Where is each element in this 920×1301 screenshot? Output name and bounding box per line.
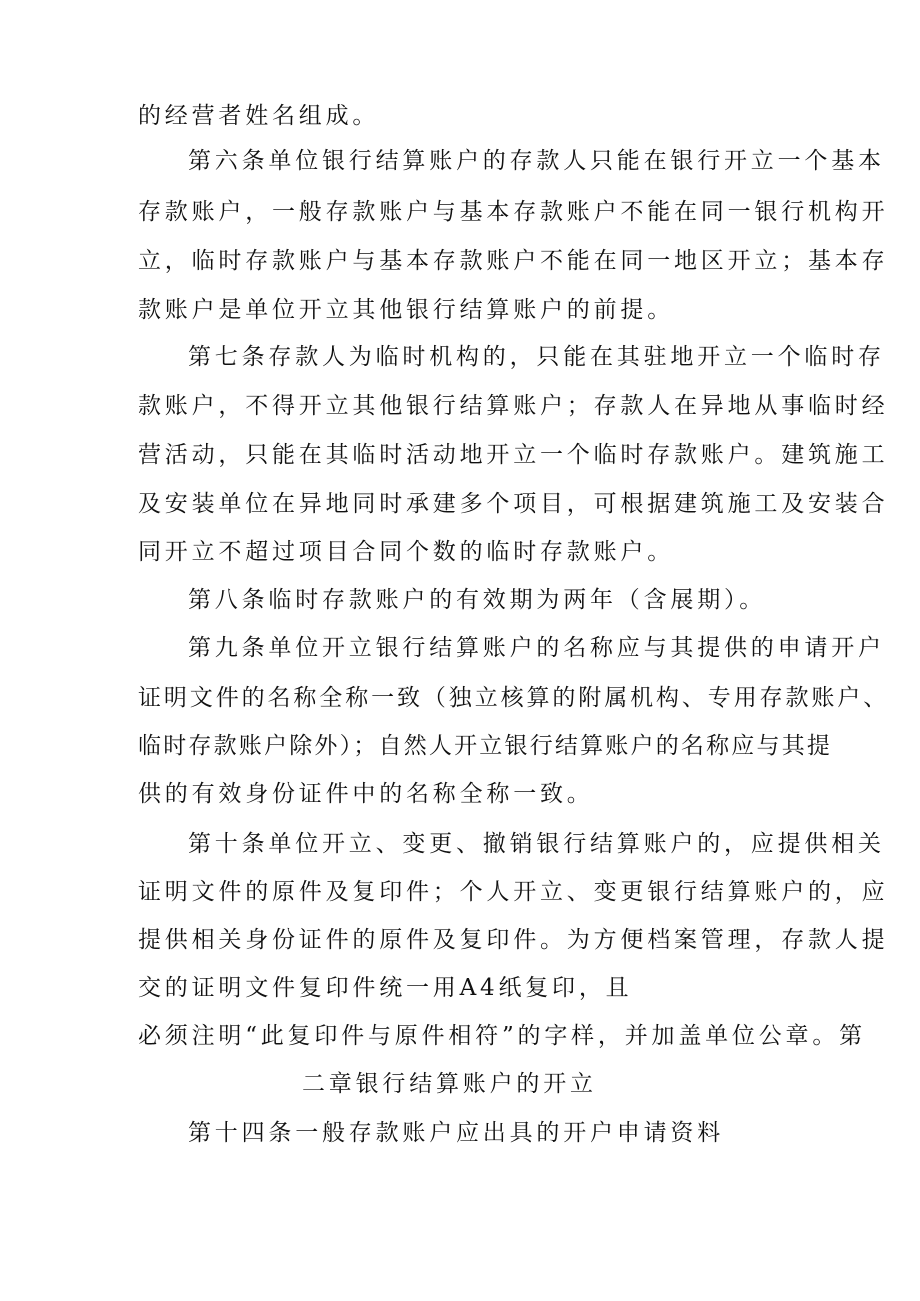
paragraph-line: 证明文件的名称全称一致（独立核算的附属机构、专用存款账户、 bbox=[138, 685, 890, 711]
paragraph-line: 供的有效身份证件中的名称全称一致。 bbox=[138, 781, 594, 807]
paragraph-line: 第九条单位开立银行结算账户的名称应与其提供的申请开户 bbox=[188, 635, 885, 661]
paragraph-line: 的经营者姓名组成。 bbox=[138, 103, 380, 129]
paragraph-line: 提供相关身份证件的原件及复印件。为方便档案管理，存款人提 bbox=[138, 927, 889, 953]
paragraph-line: 立，临时存款账户与基本存款账户不能在同一地区开立；基本存 bbox=[138, 248, 889, 274]
paragraph-line: 第十四条一般存款账户应出具的开户申请资料 bbox=[188, 1120, 724, 1146]
paragraph-line: 及安装单位在异地同时承建多个项目，可根据建筑施工及安装合 bbox=[138, 491, 889, 517]
paragraph-line: 款账户是单位开立其他银行结算账户的前提。 bbox=[138, 297, 674, 323]
paragraph-line: 第十条单位开立、变更、撤销银行结算账户的，应提供相关 bbox=[188, 831, 885, 857]
paragraph-line: 必须注明“此复印件与原件相符”的字样，并加盖单位公章。第 bbox=[138, 1023, 866, 1049]
paragraph-line: 交的证明文件复印件统一用A4纸复印，且 bbox=[138, 975, 633, 1001]
paragraph-line: 营活动，只能在其临时活动地开立一个临时存款账户。建筑施工 bbox=[138, 442, 889, 468]
paragraph-line: 证明文件的原件及复印件；个人开立、变更银行结算账户的，应 bbox=[138, 879, 889, 905]
paragraph-line: 款账户，不得开立其他银行结算账户；存款人在异地从事临时经 bbox=[138, 393, 889, 419]
paragraph-line: 临时存款账户除外）；自然人开立银行结算账户的名称应与其提 bbox=[138, 733, 833, 759]
paragraph-line: 第六条单位银行结算账户的存款人只能在银行开立一个基本 bbox=[188, 148, 885, 174]
paragraph-line: 存款账户，一般存款账户与基本存款账户不能在同一银行机构开 bbox=[138, 199, 889, 225]
paragraph-line: 第七条存款人为临时机构的，只能在其驻地开立一个临时存 bbox=[188, 344, 885, 370]
paragraph-line: 第八条临时存款账户的有效期为两年（含展期）。 bbox=[188, 587, 767, 613]
paragraph-line: 同开立不超过项目合同个数的临时存款账户。 bbox=[138, 539, 674, 565]
chapter-heading: 二章银行结算账户的开立 bbox=[302, 1071, 597, 1097]
